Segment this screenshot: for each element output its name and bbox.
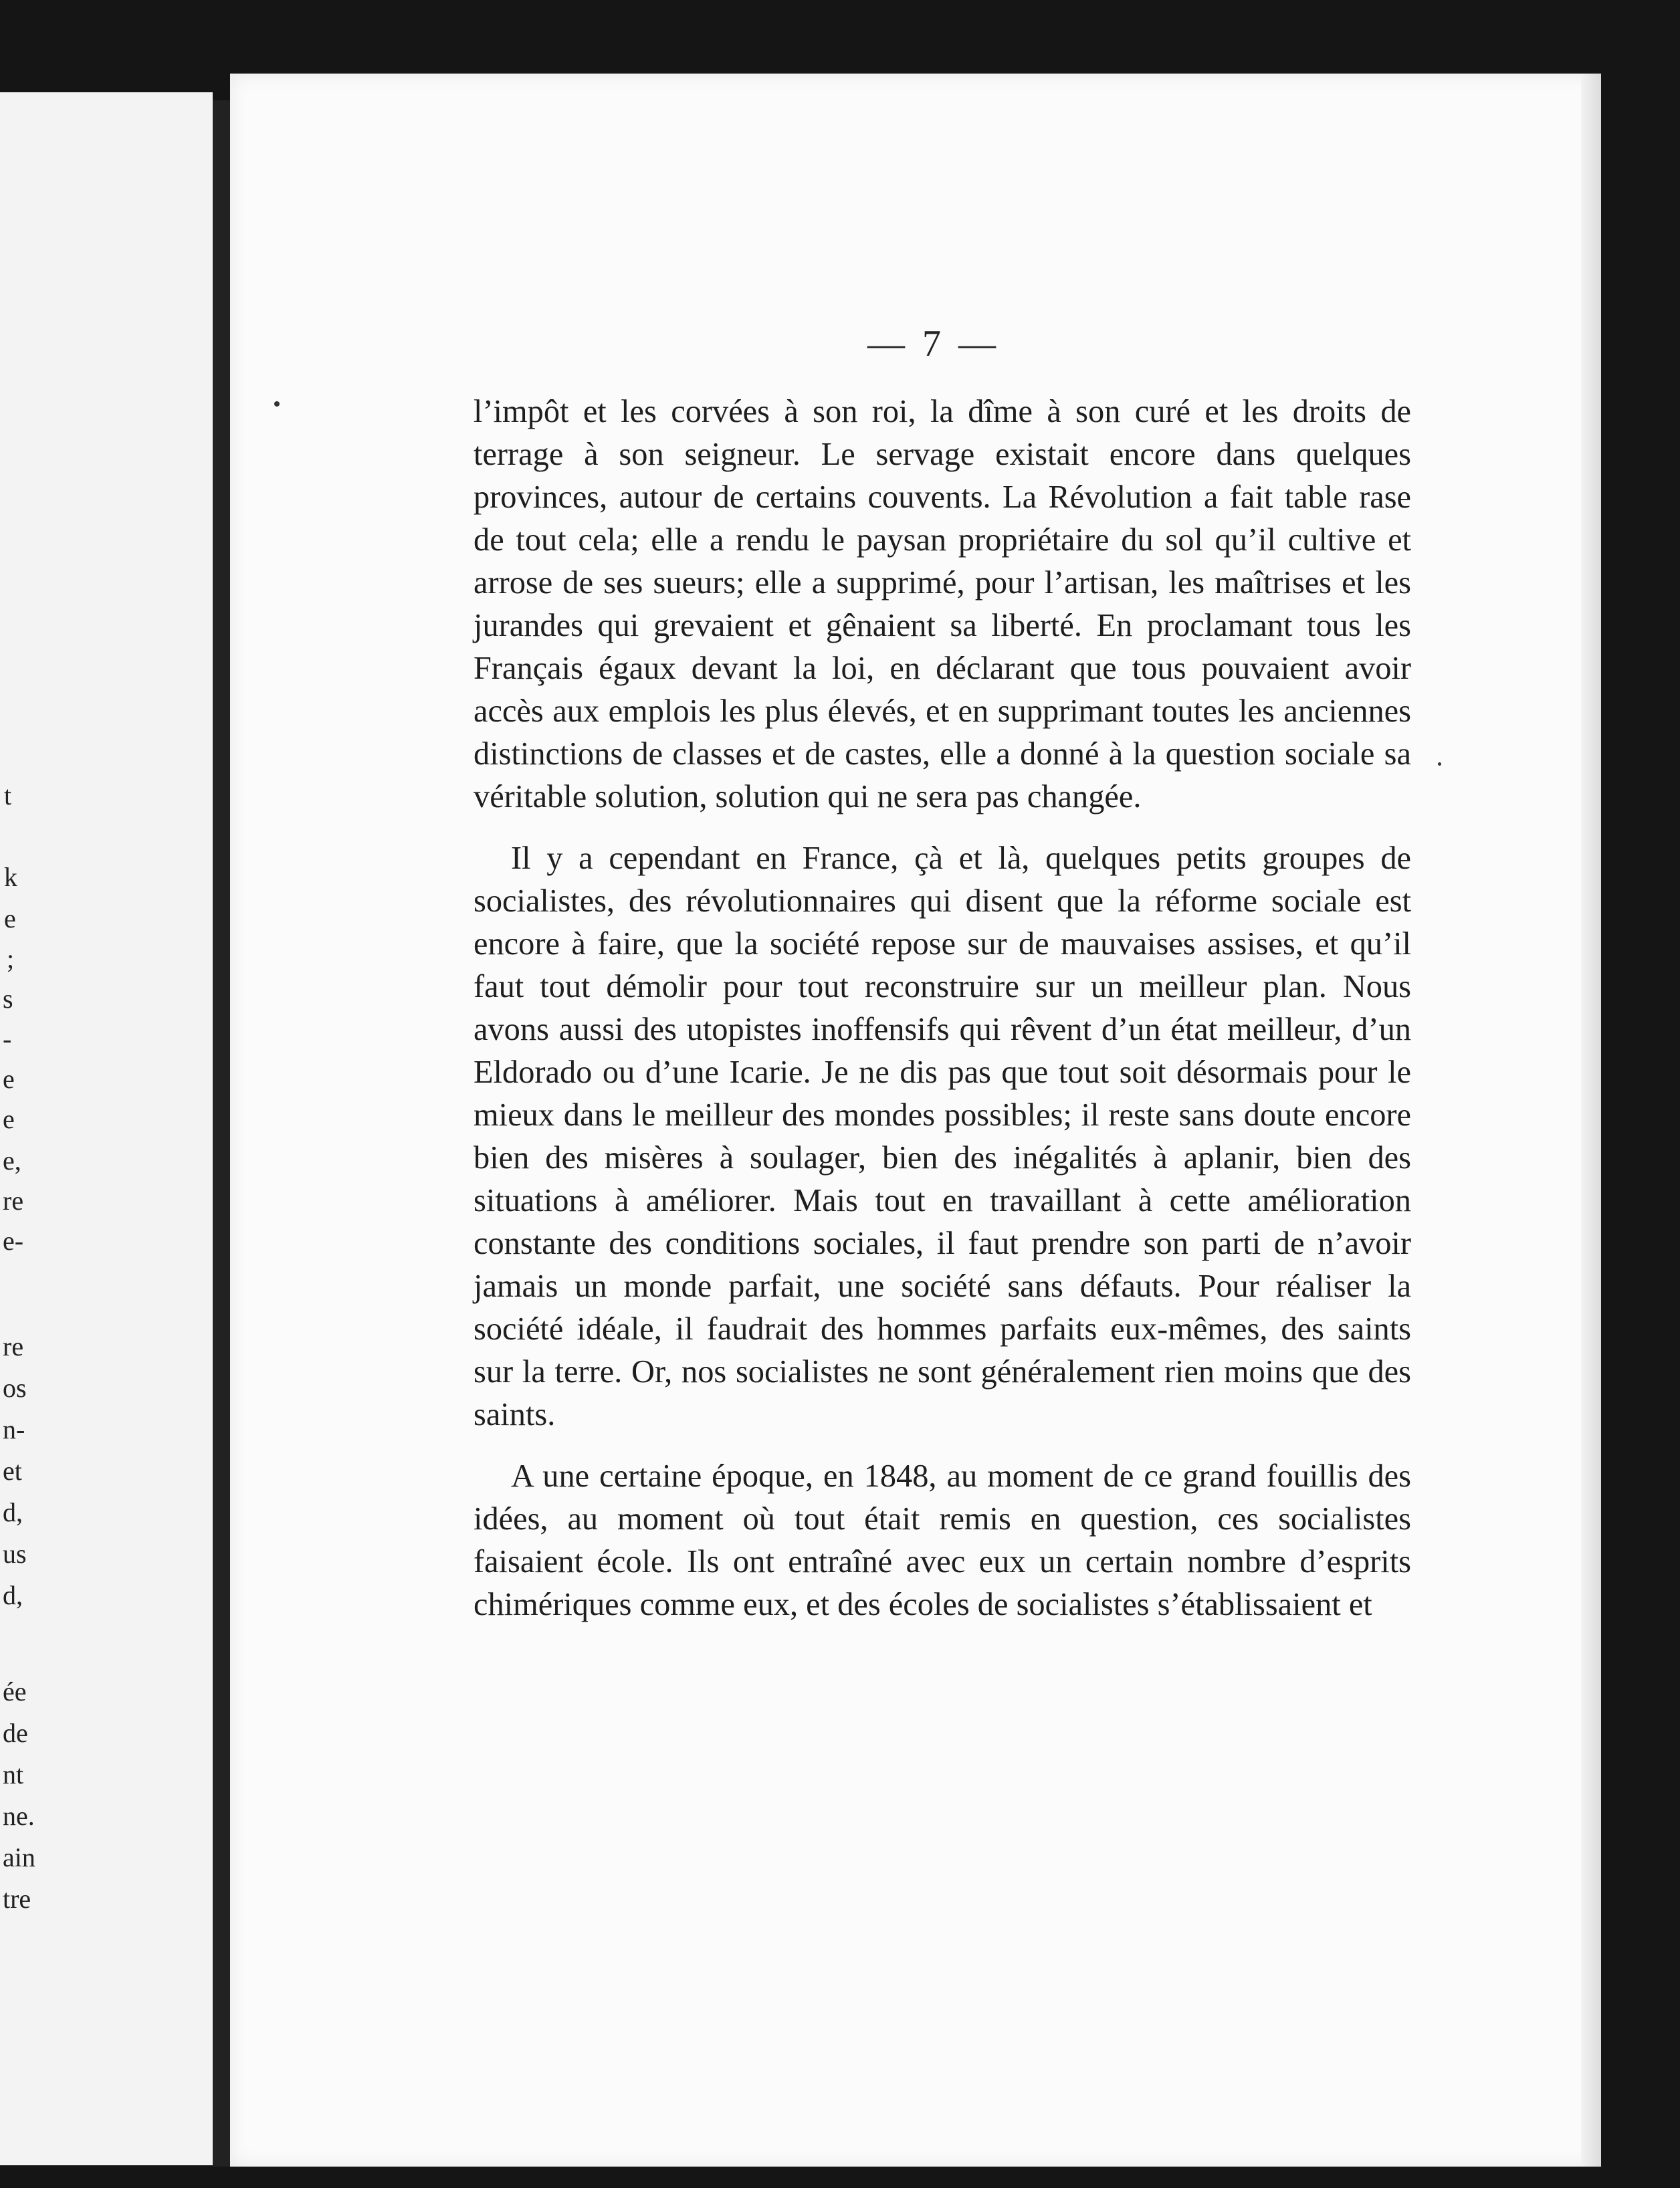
left-fragment: os bbox=[3, 1373, 27, 1403]
left-fragment: de bbox=[3, 1718, 28, 1748]
left-fragment: et bbox=[3, 1456, 22, 1486]
left-fragment: n- bbox=[3, 1414, 25, 1444]
left-fragment: t bbox=[4, 780, 12, 810]
left-fragment: d, bbox=[3, 1497, 23, 1527]
paragraph-3: A une certaine époque, en 1848, au moment de ce grand fouillis des idées, au moment où tout était remis en question, ces socialistes faisaient école. Ils ont entraîné avec eux un certain nombre d’esprits chimériques comme eux, et des écoles de socialistes s’établissaient et bbox=[474, 1458, 1411, 1622]
page-edge-shadow bbox=[1581, 74, 1601, 2167]
left-fragment: re bbox=[3, 1331, 24, 1361]
speck-mark bbox=[274, 401, 280, 407]
body-text bbox=[474, 391, 1411, 1626]
left-fragment: us bbox=[3, 1539, 27, 1569]
left-fragment: ée bbox=[3, 1676, 27, 1707]
left-fragment: e, bbox=[3, 1145, 21, 1176]
left-page-text-fragments bbox=[0, 92, 213, 2165]
left-fragment: ; bbox=[7, 944, 15, 974]
left-fragment: re bbox=[3, 1186, 24, 1216]
left-fragment: nt bbox=[3, 1759, 24, 1789]
left-fragment: s bbox=[3, 984, 13, 1014]
left-fragment: - bbox=[3, 1024, 12, 1054]
paragraph-2: Il y a cependant en France, çà et là, quelques petits groupes de socialistes, des révolutionnaires qui disent que la réforme sociale est encore à faire, que la société repose sur de mauvaises assises, et qu’il faut tout démolir pour tout reconstruire sur un meilleur plan. Nous avons aussi des utopistes inoffensifs qui rêvent d’un état meilleur, d’un Eldorado ou d’une Icarie. Je ne dis pas que tout soit désormais pour le mieux dans le meilleur des mondes possibles; il reste sans doute encore bien des misères à soulager, bien des inégalités à aplanir, bien des situations à améliorer. Mais tout en travaillant à cette amélioration constante des conditions sociales, il faut prendre son parti de n’avoir jamais un monde parfait, une société sans défauts. Pour réaliser la société idéale, il faudrait des hommes parfaits eux-mêmes, des saints sur la terre. Or, nos socialistes ne sont généralement rien moins que des saints. bbox=[474, 841, 1411, 1432]
main-page bbox=[230, 74, 1601, 2167]
left-fragment: d, bbox=[3, 1580, 23, 1610]
left-fragment: ain bbox=[3, 1842, 35, 1872]
left-fragment: e- bbox=[3, 1226, 24, 1256]
left-fragment: e bbox=[4, 903, 16, 934]
speck-mark bbox=[1438, 762, 1441, 766]
left-fragment: k bbox=[4, 862, 17, 892]
page-number: — 7 — bbox=[867, 323, 1000, 364]
left-facing-page bbox=[0, 92, 213, 2165]
paragraph-1: l’impôt et les corvées à son roi, la dîme à son curé et les droits de terrage à son seigneur. Le servage existait encore dans quelques provinces, autour de certains couvents. La Révolution a fait table rase de tout cela; elle a rendu le paysan propriétaire du sol qu’il cultive et arrose de ses sueurs; elle a supprimé, pour l’artisan, les maîtrises et les jurandes qui grevaient et gênaient sa liberté. En proclamant tous les Français égaux devant la loi, en déclarant que tous pouvaient avoir accès aux emplois les plus élevés, et en supprimant toutes les anciennes distinctions de classes et de castes, elle a donné à la question sociale sa véritable solution, solution qui ne sera pas changée. bbox=[474, 394, 1411, 814]
left-fragment: e bbox=[3, 1104, 15, 1134]
left-fragment: e bbox=[3, 1064, 15, 1094]
left-fragment: tre bbox=[3, 1884, 31, 1914]
left-fragment: ne. bbox=[3, 1801, 35, 1831]
book-gutter bbox=[213, 100, 230, 2167]
